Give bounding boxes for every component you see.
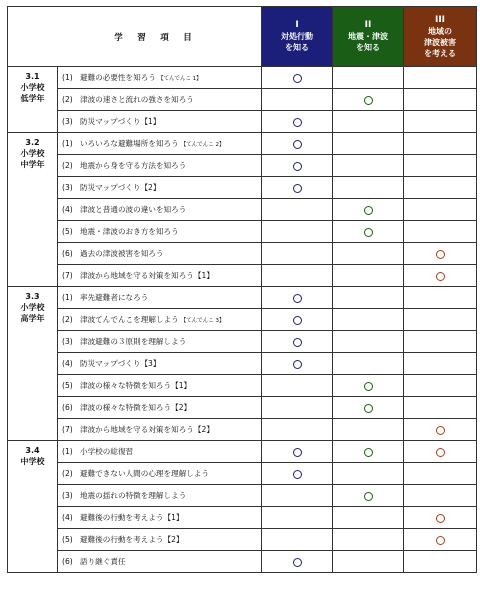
header-category-1 bbox=[262, 7, 333, 67]
category-3-cell bbox=[404, 287, 477, 309]
category-2-cell bbox=[333, 551, 404, 573]
learning-item bbox=[58, 177, 262, 199]
category-1-cell bbox=[262, 265, 333, 287]
item-text: 避難後の行動を考えよう【2】 bbox=[80, 535, 184, 544]
circle-mark-icon bbox=[293, 360, 302, 369]
category-2-cell bbox=[333, 507, 404, 529]
item-text: 地震の揺れの特徴を理解しよう bbox=[80, 491, 187, 500]
circle-mark-icon bbox=[293, 118, 302, 127]
category-2-cell bbox=[333, 309, 404, 331]
category-1-cell bbox=[262, 309, 333, 331]
learning-item bbox=[58, 551, 262, 573]
item-text: 津波から地域を守る対策を知ろう【2】 bbox=[80, 425, 214, 434]
category-3-cell bbox=[404, 331, 477, 353]
category-1-cell bbox=[262, 419, 333, 441]
header-learning-items: 学 習 項 目 bbox=[8, 7, 262, 67]
category-3-cell bbox=[404, 529, 477, 551]
category-1-cell bbox=[262, 199, 333, 221]
category-2-cell bbox=[333, 287, 404, 309]
category-3-cell bbox=[404, 243, 477, 265]
category-2-cell bbox=[333, 177, 404, 199]
circle-mark-icon bbox=[293, 294, 302, 303]
category-3-cell bbox=[404, 551, 477, 573]
learning-item bbox=[58, 353, 262, 375]
item-number: (6) bbox=[62, 249, 73, 258]
circle-mark-icon bbox=[436, 514, 445, 523]
table-row bbox=[8, 441, 477, 463]
item-subtag: 【てんでんこ 1】 bbox=[157, 76, 202, 82]
circle-mark-icon bbox=[293, 338, 302, 347]
item-number: (3) bbox=[62, 337, 73, 346]
section-code: 3.3 bbox=[25, 292, 40, 301]
category-3-cell bbox=[404, 419, 477, 441]
circle-mark-icon bbox=[436, 250, 445, 259]
item-number: (3) bbox=[62, 117, 73, 126]
category-1-title: 対処行動 を知る bbox=[281, 32, 314, 52]
table-row bbox=[8, 397, 477, 419]
category-1-numeral: I bbox=[295, 20, 299, 30]
header-category-2 bbox=[333, 7, 404, 67]
category-3-cell bbox=[404, 353, 477, 375]
category-2-title: 地震・津波 を知る bbox=[348, 32, 389, 52]
learning-item bbox=[58, 67, 262, 89]
table-row bbox=[8, 287, 477, 309]
item-text: 避難できない人間の心理を理解しよう bbox=[80, 469, 210, 478]
table-row bbox=[8, 199, 477, 221]
table-row bbox=[8, 221, 477, 243]
category-1-cell bbox=[262, 177, 333, 199]
category-2-cell bbox=[333, 529, 404, 551]
category-3-cell bbox=[404, 221, 477, 243]
learning-item bbox=[58, 111, 262, 133]
category-3-cell bbox=[404, 177, 477, 199]
table-row bbox=[8, 133, 477, 155]
item-number: (5) bbox=[62, 381, 73, 390]
item-text: 地震から身を守る方法を知ろう bbox=[80, 161, 187, 170]
category-1-cell bbox=[262, 133, 333, 155]
section-code: 3.4 bbox=[25, 446, 40, 455]
table-body bbox=[8, 67, 477, 573]
item-text: 津波から地域を守る対策を知ろう【1】 bbox=[80, 271, 214, 280]
item-text: 避難後の行動を考えよう【1】 bbox=[80, 513, 184, 522]
curriculum-table-container bbox=[7, 6, 476, 593]
category-1-cell bbox=[262, 507, 333, 529]
category-2-cell bbox=[333, 221, 404, 243]
item-number: (2) bbox=[62, 315, 73, 324]
learning-item bbox=[58, 133, 262, 155]
circle-mark-icon bbox=[293, 140, 302, 149]
circle-mark-icon bbox=[364, 382, 373, 391]
learning-item bbox=[58, 485, 262, 507]
category-1-cell bbox=[262, 221, 333, 243]
learning-item bbox=[58, 287, 262, 309]
learning-item bbox=[58, 243, 262, 265]
curriculum-table bbox=[7, 6, 477, 573]
category-3-cell bbox=[404, 397, 477, 419]
category-3-cell bbox=[404, 133, 477, 155]
category-1-cell bbox=[262, 243, 333, 265]
item-number: (4) bbox=[62, 205, 73, 214]
category-1-cell bbox=[262, 287, 333, 309]
item-number: (3) bbox=[62, 183, 73, 192]
circle-mark-icon bbox=[293, 162, 302, 171]
circle-mark-icon bbox=[436, 426, 445, 435]
learning-item bbox=[58, 507, 262, 529]
item-text: 津波の速さと流れの強さを知ろう bbox=[80, 95, 194, 104]
section-label bbox=[8, 133, 58, 287]
section-label bbox=[8, 441, 58, 573]
category-3-cell bbox=[404, 309, 477, 331]
item-number: (2) bbox=[62, 95, 73, 104]
item-number: (5) bbox=[62, 535, 73, 544]
category-2-cell bbox=[333, 375, 404, 397]
section-label bbox=[8, 67, 58, 133]
category-1-cell bbox=[262, 375, 333, 397]
category-2-cell bbox=[333, 155, 404, 177]
learning-item bbox=[58, 441, 262, 463]
category-3-cell bbox=[404, 111, 477, 133]
circle-mark-icon bbox=[364, 228, 373, 237]
circle-mark-icon bbox=[293, 74, 302, 83]
item-text: 津波の様々な特徴を知ろう【2】 bbox=[80, 403, 192, 412]
table-row bbox=[8, 89, 477, 111]
table-row bbox=[8, 463, 477, 485]
item-number: (6) bbox=[62, 403, 73, 412]
category-2-cell bbox=[333, 265, 404, 287]
category-2-cell bbox=[333, 89, 404, 111]
circle-mark-icon bbox=[293, 558, 302, 567]
circle-mark-icon bbox=[293, 184, 302, 193]
category-1-cell bbox=[262, 397, 333, 419]
item-text: 防災マップづくり【2】 bbox=[80, 183, 161, 192]
table-row bbox=[8, 309, 477, 331]
category-1-cell bbox=[262, 155, 333, 177]
learning-item bbox=[58, 155, 262, 177]
table-row bbox=[8, 331, 477, 353]
category-3-cell bbox=[404, 155, 477, 177]
category-3-cell bbox=[404, 199, 477, 221]
item-number: (1) bbox=[62, 139, 73, 148]
category-3-cell bbox=[404, 485, 477, 507]
circle-mark-icon bbox=[293, 470, 302, 479]
table-row bbox=[8, 67, 477, 89]
learning-item bbox=[58, 397, 262, 419]
learning-item bbox=[58, 199, 262, 221]
learning-item bbox=[58, 309, 262, 331]
item-text: 率先避難者になろう bbox=[80, 293, 149, 302]
category-2-cell bbox=[333, 441, 404, 463]
category-1-cell bbox=[262, 67, 333, 89]
learning-item bbox=[58, 375, 262, 397]
item-number: (7) bbox=[62, 425, 73, 434]
category-1-cell bbox=[262, 331, 333, 353]
table-row bbox=[8, 419, 477, 441]
category-3-cell bbox=[404, 265, 477, 287]
category-3-cell bbox=[404, 441, 477, 463]
item-number: (2) bbox=[62, 161, 73, 170]
section-level: 中学年 bbox=[20, 160, 45, 169]
category-2-cell bbox=[333, 331, 404, 353]
circle-mark-icon bbox=[293, 448, 302, 457]
item-text: 語り継ぐ責任 bbox=[80, 557, 126, 566]
item-number: (5) bbox=[62, 227, 73, 236]
category-2-cell bbox=[333, 485, 404, 507]
table-row bbox=[8, 353, 477, 375]
table-row bbox=[8, 507, 477, 529]
learning-item bbox=[58, 419, 262, 441]
circle-mark-icon bbox=[364, 404, 373, 413]
section-level: 小学校 bbox=[20, 303, 45, 312]
item-text: 防災マップづくり【3】 bbox=[80, 359, 161, 368]
item-text: 津波てんでんこを理解しよう bbox=[80, 315, 179, 324]
category-2-cell bbox=[333, 199, 404, 221]
category-3-cell bbox=[404, 67, 477, 89]
item-text: 防災マップづくり【1】 bbox=[80, 117, 161, 126]
learning-item bbox=[58, 221, 262, 243]
table-row bbox=[8, 529, 477, 551]
circle-mark-icon bbox=[364, 492, 373, 501]
circle-mark-icon bbox=[436, 536, 445, 545]
category-3-numeral: III bbox=[434, 14, 446, 25]
item-text: 津波避難の３原則を理解しよう bbox=[80, 337, 187, 346]
item-number: (2) bbox=[62, 469, 73, 478]
category-2-cell bbox=[333, 353, 404, 375]
table-row bbox=[8, 551, 477, 573]
circle-mark-icon bbox=[364, 96, 373, 105]
item-number: (3) bbox=[62, 491, 73, 500]
category-2-cell bbox=[333, 243, 404, 265]
item-subtag: 【てんでんこ 2】 bbox=[180, 142, 225, 148]
category-1-cell bbox=[262, 551, 333, 573]
item-text: 地震・津波のおき方を知ろう bbox=[80, 227, 179, 236]
category-1-cell bbox=[262, 353, 333, 375]
learning-item bbox=[58, 265, 262, 287]
category-2-cell bbox=[333, 133, 404, 155]
item-number: (4) bbox=[62, 513, 73, 522]
item-number: (1) bbox=[62, 293, 73, 302]
section-code: 3.2 bbox=[25, 138, 40, 147]
learning-item bbox=[58, 529, 262, 551]
category-3-cell bbox=[404, 507, 477, 529]
section-level: 中学校 bbox=[20, 457, 45, 466]
category-1-cell bbox=[262, 529, 333, 551]
table-row bbox=[8, 485, 477, 507]
circle-mark-icon bbox=[436, 272, 445, 281]
item-subtag: 【てんでんこ 3】 bbox=[180, 318, 225, 324]
category-1-cell bbox=[262, 89, 333, 111]
category-1-cell bbox=[262, 463, 333, 485]
table-row bbox=[8, 243, 477, 265]
section-level: 低学年 bbox=[20, 94, 45, 103]
table-row bbox=[8, 155, 477, 177]
category-2-cell bbox=[333, 419, 404, 441]
category-1-cell bbox=[262, 485, 333, 507]
learning-item bbox=[58, 331, 262, 353]
item-number: (7) bbox=[62, 271, 73, 280]
item-number: (1) bbox=[62, 447, 73, 456]
table-row bbox=[8, 111, 477, 133]
table-row bbox=[8, 375, 477, 397]
category-2-cell bbox=[333, 67, 404, 89]
header-row bbox=[8, 7, 477, 67]
item-text: 小学校の総復習 bbox=[80, 447, 134, 456]
table-row bbox=[8, 265, 477, 287]
item-text: 避難の必要性を知ろう bbox=[80, 73, 156, 82]
item-text: 津波と普通の波の違いを知ろう bbox=[80, 205, 187, 214]
circle-mark-icon bbox=[293, 316, 302, 325]
table-row bbox=[8, 177, 477, 199]
circle-mark-icon bbox=[364, 206, 373, 215]
learning-item bbox=[58, 463, 262, 485]
section-label bbox=[8, 287, 58, 441]
category-1-cell bbox=[262, 441, 333, 463]
section-code: 3.1 bbox=[25, 72, 40, 81]
item-text: 過去の津波被害を知ろう bbox=[80, 249, 164, 258]
item-text: いろいろな避難場所を知ろう bbox=[80, 139, 179, 148]
category-2-cell bbox=[333, 463, 404, 485]
category-3-cell bbox=[404, 463, 477, 485]
category-1-cell bbox=[262, 111, 333, 133]
category-2-cell bbox=[333, 111, 404, 133]
item-text: 津波の様々な特徴を知ろう【1】 bbox=[80, 381, 192, 390]
section-level: 高学年 bbox=[20, 314, 45, 323]
category-3-title: 地域の 津波被害 を考える bbox=[424, 26, 457, 58]
item-number: (4) bbox=[62, 359, 73, 368]
circle-mark-icon bbox=[364, 448, 373, 457]
section-level: 小学校 bbox=[20, 149, 45, 158]
category-2-cell bbox=[333, 397, 404, 419]
category-2-numeral: II bbox=[364, 20, 372, 30]
header-category-3 bbox=[404, 7, 477, 67]
category-3-cell bbox=[404, 375, 477, 397]
learning-item bbox=[58, 89, 262, 111]
category-3-cell bbox=[404, 89, 477, 111]
item-number: (6) bbox=[62, 557, 73, 566]
item-number: (1) bbox=[62, 73, 73, 82]
section-level: 小学校 bbox=[20, 83, 45, 92]
circle-mark-icon bbox=[436, 448, 445, 457]
